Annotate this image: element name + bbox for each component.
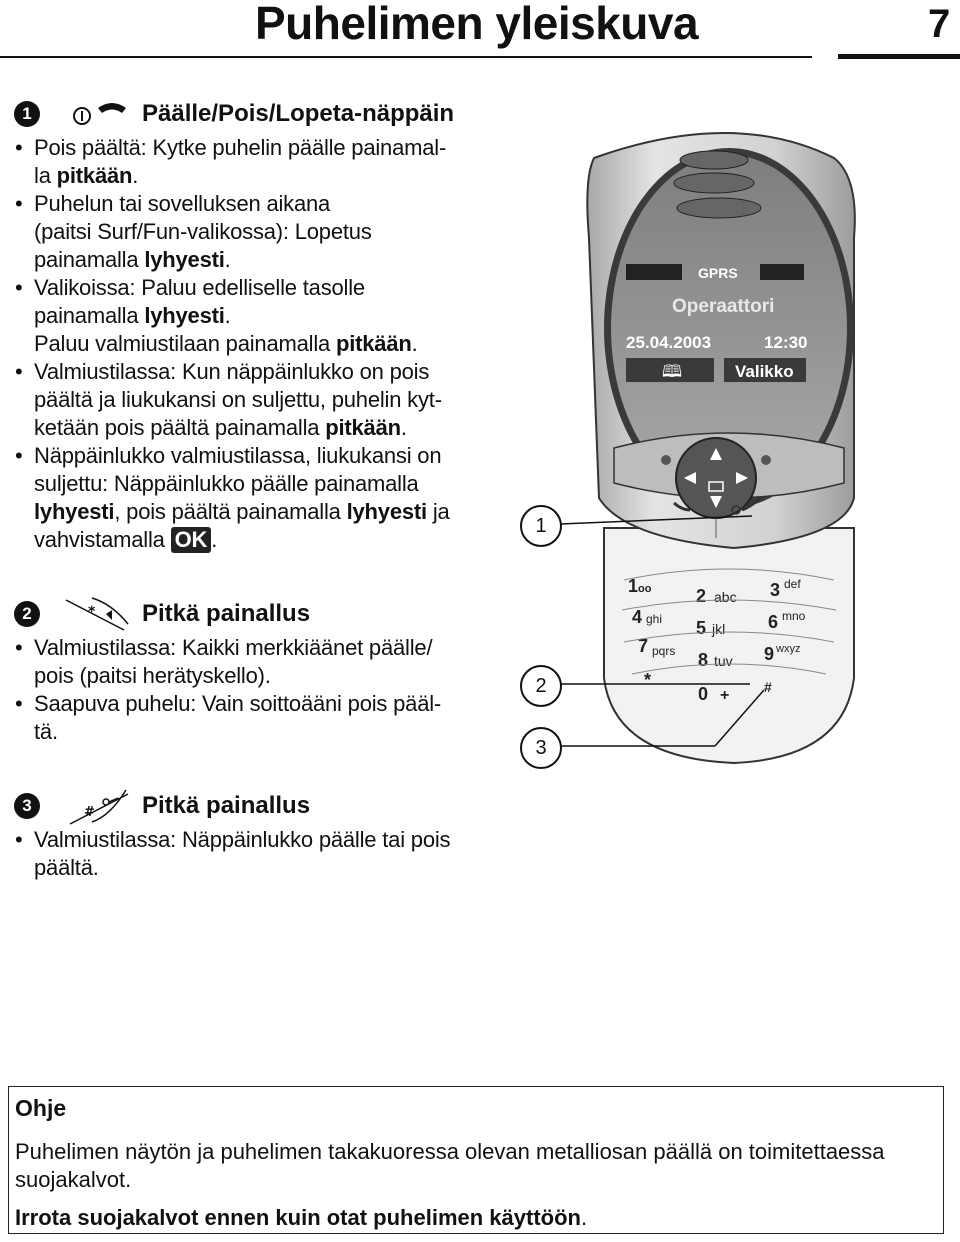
list-item: • Valmiustilassa: Näppäinlukko päälle tai pois päältä. — [14, 826, 484, 882]
key-5: 5 — [696, 618, 707, 638]
note-text: Puhelimen näytön ja puhelimen takakuoressa olevan metalliosan päällä on toimitettaessa suojakalvot. — [15, 1139, 885, 1192]
svg-text:jkl: jkl — [712, 621, 726, 637]
date-display: 25.04.2003 — [626, 333, 712, 352]
note-title: Ohje — [15, 1095, 67, 1121]
section-title: Päälle/Pois/Lopeta-näppäin — [142, 100, 455, 127]
signal-strength-icon — [626, 264, 682, 280]
callout-1: 1 — [520, 505, 562, 547]
page-number: 7 — [928, 2, 951, 46]
list-item: • Valmiustilassa: Kun näppäinlukko on pois päältä ja liukukansi on suljettu, puhelin kyt- ketään pois päältä painamalla pitkään. — [14, 358, 484, 442]
svg-text:wxyz: wxyz — [776, 643, 801, 655]
key-1: 1 — [628, 576, 639, 596]
svg-text:mno: mno — [782, 609, 806, 623]
svg-text:tuv: tuv — [714, 653, 733, 669]
phonebook-icon: 🕮 — [662, 362, 683, 382]
callout-3: 3 — [520, 727, 562, 769]
svg-text:*: * — [88, 604, 96, 620]
star-key-icon — [62, 594, 132, 634]
header-rule — [0, 56, 812, 58]
section-title: Pitkä painallus — [142, 600, 311, 627]
menu-softkey-label: Valikko — [735, 362, 794, 381]
list-item: • Näppäinlukko valmiustilassa, liukukansi on suljettu: Näppäinlukko päälle painamalla lyhyesti, pois päältä painamalla lyhyesti ja vahvistamalla OK . — [14, 442, 484, 554]
callout-leader-lines — [540, 390, 770, 770]
bullet-list — [14, 634, 484, 746]
key-0: 0 — [698, 684, 709, 704]
svg-text:+: + — [720, 687, 730, 704]
section-heading — [14, 94, 484, 134]
section-heading — [14, 786, 484, 826]
list-item: • Pois päältä: Kytke puhelin päälle painamal- la pitkään. — [14, 134, 484, 190]
battery-icon — [760, 264, 804, 280]
operator-name: Operaattori — [672, 296, 775, 317]
svg-text:#: # — [84, 805, 95, 820]
gprs-indicator: GPRS — [698, 265, 738, 281]
note-box — [8, 1086, 944, 1234]
callout-2: 2 — [520, 665, 562, 707]
section-star-key — [14, 594, 484, 746]
key-6: 6 — [768, 612, 779, 632]
list-item: • Saapuva puhelu: Vain soittoääni pois pääl- tä. — [14, 690, 484, 746]
section-title: Pitkä painallus — [142, 792, 311, 819]
hash-key-icon — [62, 786, 132, 826]
callout-number: 1 — [14, 101, 40, 127]
key-2: 2 — [696, 586, 707, 606]
key-star: * — [644, 670, 652, 690]
key-4: 4 — [632, 607, 643, 627]
header-rule-accent — [838, 54, 960, 59]
list-item: • Valikoissa: Paluu edelliselle tasolle painamalla lyhyesti. Paluu valmiustilaan painamalla pitkään. — [14, 274, 484, 358]
list-item: • Valmiustilassa: Kaikki merkkiäänet päälle/ pois (paitsi herätyskello). — [14, 634, 484, 690]
key-3: 3 — [770, 580, 781, 600]
key-9: 9 — [764, 644, 775, 664]
callout-number: 3 — [14, 793, 40, 819]
svg-text:abc: abc — [714, 589, 737, 605]
key-7: 7 — [638, 636, 649, 656]
note-instruction: Irrota suojakalvot ennen kuin otat puhelimen käyttöön. — [15, 1205, 588, 1230]
page-title: Puhelimen yleiskuva — [255, 0, 699, 49]
end-power-key-icon — [62, 94, 132, 134]
bullet-list — [14, 134, 484, 554]
section-heading — [14, 594, 484, 634]
svg-text:ghi: ghi — [646, 612, 663, 626]
key-8: 8 — [698, 650, 709, 670]
section-hash-key — [14, 786, 484, 882]
list-item: • Puhelun tai sovelluksen aikana (paitsi Surf/Fun-valikossa): Lopetus painamalla lyhyesti. — [14, 190, 484, 274]
svg-text:def: def — [784, 577, 801, 591]
section-power-key — [14, 94, 484, 554]
svg-text:pqrs: pqrs — [652, 644, 676, 658]
bullet-list — [14, 826, 484, 882]
ok-key-badge: OK — [171, 527, 212, 553]
time-display: 12:30 — [764, 333, 808, 352]
callout-number: 2 — [14, 601, 40, 627]
key-hash: # — [764, 679, 772, 695]
svg-text:oo: oo — [638, 583, 652, 595]
